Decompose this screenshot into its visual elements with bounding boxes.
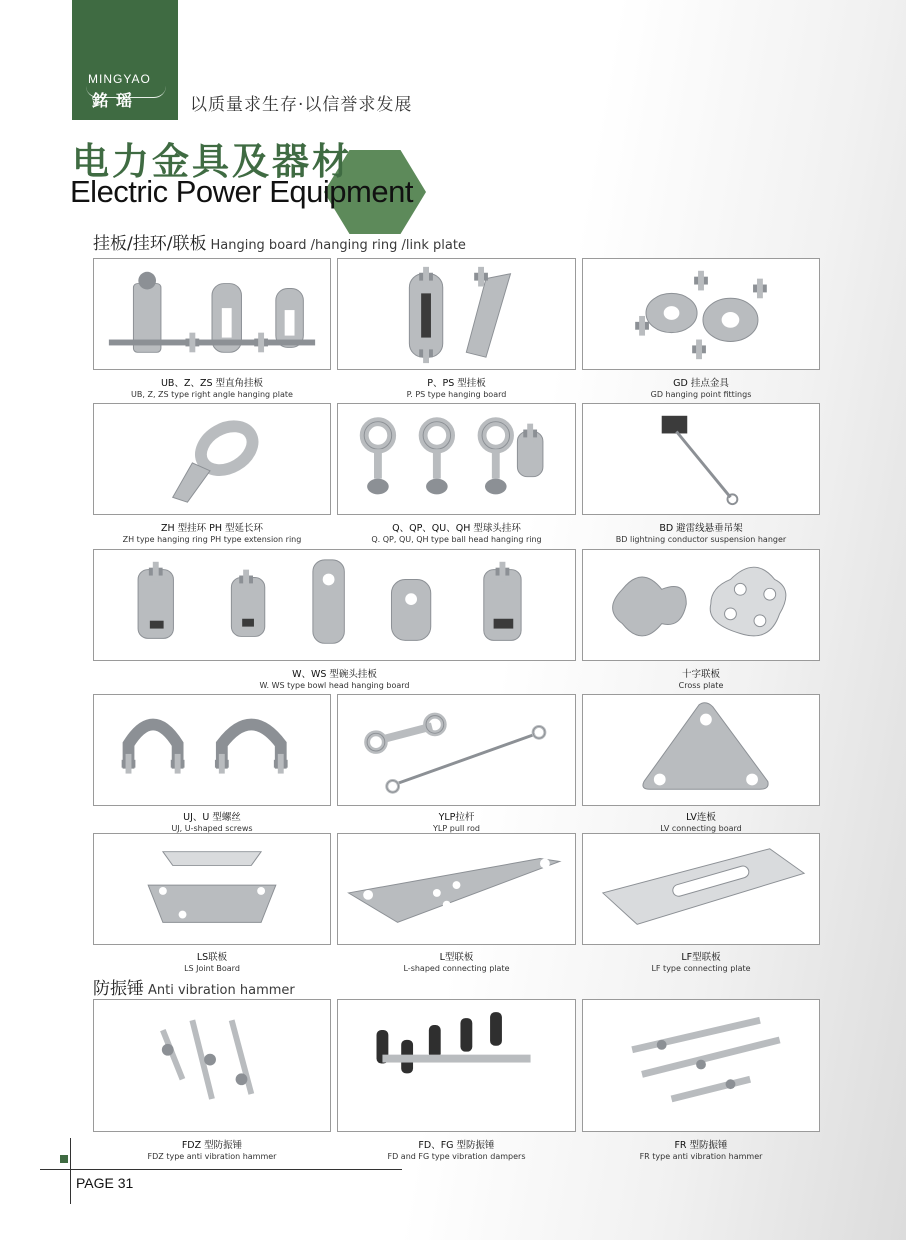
section-title-en: Anti vibration hammer <box>148 983 295 998</box>
section-heading-anti-vibration <box>93 974 295 999</box>
caption-en: L-shaped connecting plate <box>403 964 510 973</box>
section-title-en: Hanging board /hanging ring /link plate <box>210 238 466 253</box>
product-caption <box>337 523 576 545</box>
footer-divider-horizontal <box>40 1169 402 1170</box>
product-caption <box>337 952 576 974</box>
product-image-9 <box>93 694 331 806</box>
caption-en: UB, Z, ZS type right angle hanging plate <box>131 390 293 399</box>
footer-divider-vertical <box>70 1138 71 1204</box>
logo-text-cn: 銘瑶 <box>92 91 141 110</box>
caption-en: LF type connecting plate <box>651 964 751 973</box>
logo-text-en: MINGYAO <box>88 72 151 86</box>
product-image-10 <box>337 694 576 806</box>
caption-cn: W、WS 型碗头挂板 <box>292 669 377 680</box>
hanging-point-fitting-icon <box>583 259 819 369</box>
product-image-12 <box>93 833 331 945</box>
product-image-11 <box>582 694 820 806</box>
caption-cn: GD 挂点金具 <box>673 378 729 389</box>
caption-en: Q. QP, QU, QH type ball head hanging ring <box>371 535 542 544</box>
product-caption <box>93 669 576 691</box>
fr-hammer-icon <box>583 1000 819 1131</box>
caption-cn: LV连板 <box>686 812 716 823</box>
product-image-8 <box>582 549 820 661</box>
product-caption <box>582 669 820 691</box>
cross-plate-icon <box>583 550 819 660</box>
triangle-plate-icon <box>583 695 819 805</box>
suspension-hanger-icon <box>583 404 819 514</box>
product-image-16 <box>337 999 576 1132</box>
product-image-4 <box>93 403 331 515</box>
fd-damper-icon <box>338 1000 575 1131</box>
product-image-14 <box>582 833 820 945</box>
product-caption <box>93 812 331 834</box>
ball-head-ring-icon <box>338 404 575 514</box>
product-image-3 <box>582 258 820 370</box>
fdz-hammer-icon <box>94 1000 330 1131</box>
bowl-head-board-icon <box>94 550 575 660</box>
product-caption <box>337 378 576 400</box>
caption-en: FR type anti vibration hammer <box>639 1152 763 1161</box>
product-image-13 <box>337 833 576 945</box>
hanging-ring-icon <box>94 404 330 514</box>
caption-en: FDZ type anti vibration hammer <box>147 1152 277 1161</box>
right-angle-hanging-plate-icon <box>94 259 330 369</box>
product-image-7 <box>93 549 576 661</box>
product-caption <box>93 523 331 545</box>
slogan: 以质量求生存·以信誉求发展 <box>190 95 413 115</box>
caption-cn: UB、Z、ZS 型直角挂板 <box>160 378 264 389</box>
caption-cn: L型联板 <box>439 952 474 963</box>
u-bolt-icon <box>94 695 330 805</box>
product-image-15 <box>93 999 331 1132</box>
product-caption <box>337 1140 576 1162</box>
l-plate-icon <box>338 834 575 944</box>
caption-cn: UJ、U 型螺丝 <box>183 812 241 823</box>
caption-cn: LS联板 <box>196 952 228 963</box>
section-title-cn: 防振锤 <box>93 979 144 999</box>
caption-cn: FD、FG 型防振锤 <box>418 1140 495 1151</box>
caption-cn: YLP拉杆 <box>438 812 475 823</box>
caption-en: LV connecting board <box>660 824 742 833</box>
product-caption <box>93 1140 331 1162</box>
page-title-cn: 电力金具及器材 <box>72 140 352 183</box>
product-caption <box>582 812 820 834</box>
lf-plate-icon <box>583 834 819 944</box>
caption-cn: 十字联板 <box>681 669 720 680</box>
footer-square-icon <box>60 1155 68 1163</box>
joint-board-icon <box>94 834 330 944</box>
product-image-17 <box>582 999 820 1132</box>
product-caption <box>582 1140 820 1162</box>
product-caption <box>582 378 820 400</box>
caption-cn: LF型联板 <box>681 952 721 963</box>
section-heading-hanging-board <box>93 229 466 254</box>
product-caption <box>93 378 331 400</box>
pull-rod-icon <box>338 695 575 805</box>
product-image-5 <box>337 403 576 515</box>
hanging-board-icon <box>338 259 575 369</box>
product-caption <box>337 812 576 834</box>
caption-en: FD and FG type vibration dampers <box>387 1152 526 1161</box>
page-title-en: Electric Power Equipment <box>70 174 413 209</box>
caption-cn: Q、QP、QU、QH 型球头挂环 <box>392 523 521 534</box>
caption-en: LS Joint Board <box>184 964 240 973</box>
caption-en: Cross plate <box>678 681 724 690</box>
caption-cn: P、PS 型挂板 <box>427 378 486 389</box>
caption-cn: BD 避雷线悬垂吊架 <box>659 523 743 534</box>
caption-en: BD lightning conductor suspension hanger <box>615 535 787 544</box>
product-image-1 <box>93 258 331 370</box>
page-number: PAGE 31 <box>76 1175 134 1191</box>
caption-en: ZH type hanging ring PH type extension ring <box>122 535 302 544</box>
caption-en: YLP pull rod <box>433 824 480 833</box>
caption-cn: FDZ 型防振锤 <box>181 1140 243 1151</box>
caption-en: UJ, U-shaped screws <box>171 824 253 833</box>
product-image-2 <box>337 258 576 370</box>
product-caption <box>93 952 331 974</box>
caption-en: P. PS type hanging board <box>406 390 507 399</box>
caption-en: GD hanging point fittings <box>650 390 752 399</box>
product-caption <box>582 952 820 974</box>
product-caption <box>582 523 820 545</box>
caption-cn: ZH 型挂环 PH 型延长环 <box>160 523 264 534</box>
caption-cn: FR 型防振锤 <box>674 1140 728 1151</box>
section-title-cn: 挂板/挂环/联板 <box>93 234 207 254</box>
product-image-6 <box>582 403 820 515</box>
caption-en: W. WS type bowl head hanging board <box>259 681 410 690</box>
